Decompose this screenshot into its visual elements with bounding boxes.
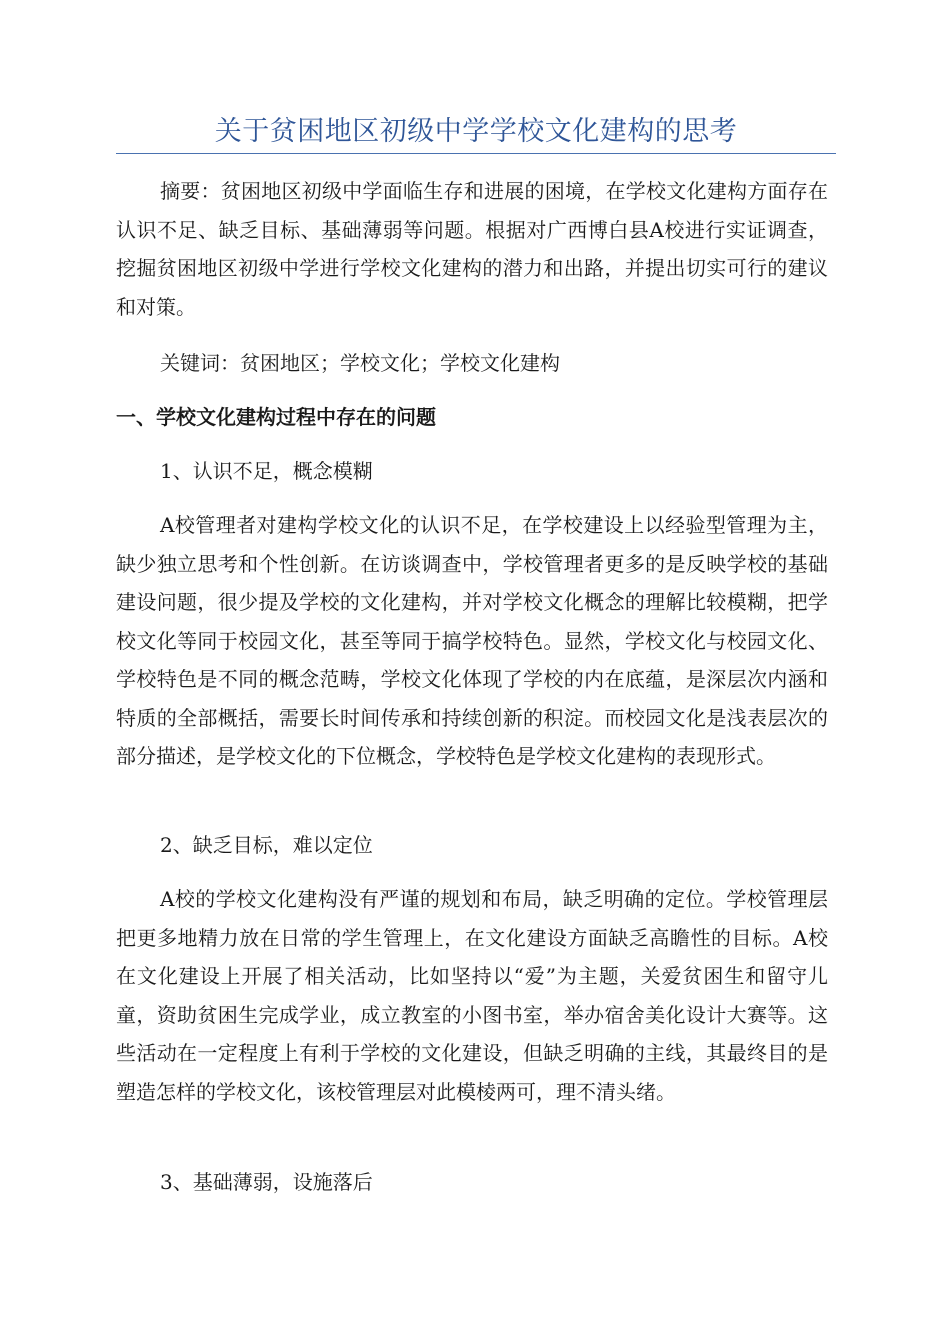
keywords-line: 关键词：贫困地区；学校文化；学校文化建构 <box>160 351 560 375</box>
subsection-heading-1: 1、认识不足，概念模糊 <box>160 459 373 483</box>
subsection-heading-2: 2、缺乏目标，难以定位 <box>160 833 373 857</box>
subsection-heading-3: 3、基础薄弱，设施落后 <box>160 1170 373 1194</box>
abstract-paragraph: 摘要：贫困地区初级中学面临生存和进展的困境，在学校文化建构方面存在认识不足、缺乏目标、基础薄弱等问题。根据对广西博白县A校进行实证调查，挖掘贫困地区初级中学进行学校文化建构的潜力和出路，并提出切实可行的建议和对策。 <box>116 179 828 319</box>
subsection-body-2: A校的学校文化建构没有严谨的规划和布局，缺乏明确的定位。学校管理层把更多地精力放在日常的学生管理上，在文化建设方面缺乏高瞻性的目标。A校在文化建设上开展了相关活动，比如坚持以“爱”为主题，关爱贫困生和留守儿童，资助贫困生完成学业，成立教室的小图书室，举办宿舍美化设计大赛等。这些活动在一定程度上有利于学校的文化建设，但缺乏明确的主线，其最终目的是塑造怎样的学校文化，该校管理层对此模棱两可，理不清头绪。 <box>116 887 828 1104</box>
subsection-body-1: A校管理者对建构学校文化的认识不足，在学校建设上以经验型管理为主，缺少独立思考和个性创新。在访谈调查中，学校管理者更多的是反映学校的基础建设问题，很少提及学校的文化建构，并对学校文化概念的理解比较模糊，把学校文化等同于校园文化，甚至等同于搞学校特色。显然，学校文化与校园文化、学校特色是不同的概念范畴，学校文化体现了学校的内在底蕴，是深层次内涵和特质的全部概括，需要长时间传承和持续创新的积淀。而校园文化是浅表层次的部分描述，是学校文化的下位概念，学校特色是学校文化建构的表现形式。 <box>116 513 828 768</box>
section-heading-1: 一、学校文化建构过程中存在的问题 <box>116 405 436 429</box>
title-underline <box>116 153 836 154</box>
document-title: 关于贫困地区初级中学学校文化建构的思考 <box>214 116 738 147</box>
